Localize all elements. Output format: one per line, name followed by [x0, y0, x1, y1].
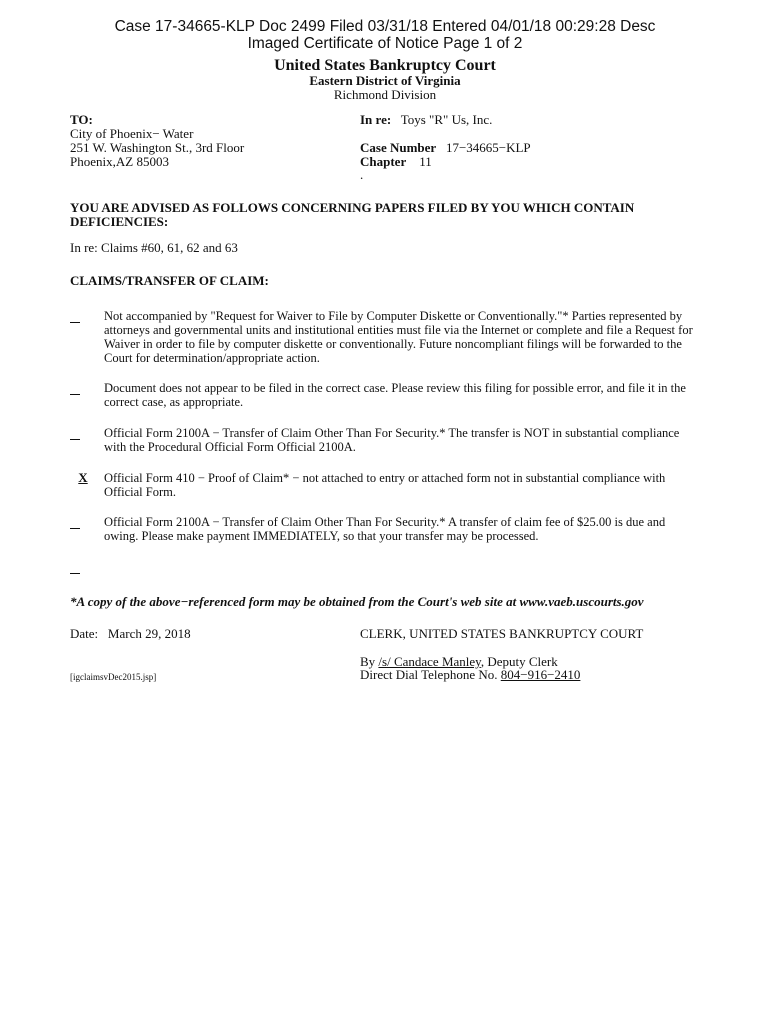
header-banner-line1: Case 17-34665-KLP Doc 2499 Filed 03/31/18 Entered 04/01/18 00:29:28 Desc — [114, 18, 656, 35]
court-district: Eastern District of Virginia — [309, 73, 461, 88]
case-number-value: 17−34665−KLP — [445, 140, 531, 155]
date-label: Date: — [70, 626, 99, 641]
to-line1: City of Phoenix− Water — [70, 126, 194, 141]
chapter-value: 11 — [419, 154, 432, 169]
form-id: [igclaimsvDec2015.jsp] — [70, 672, 157, 682]
by-prefix: By — [360, 654, 376, 669]
signer-name: /s/ Candace Manley — [378, 654, 481, 669]
section-title: CLAIMS/TRANSFER OF CLAIM: — [70, 273, 269, 288]
item-text-2: Official Form 2100A − Transfer of Claim Other Than For Security.* The transfer is NOT in substantial compliance with the Procedural Official Form Official 2100A. — [104, 426, 680, 454]
item-mark-2 — [70, 439, 80, 440]
item-text-3: Official Form 410 − Proof of Claim* − not attached to entry or attached form not in substantial compliance with Official Form. — [104, 471, 666, 499]
item-mark-1 — [70, 394, 80, 395]
court-name: United States Bankruptcy Court — [274, 57, 496, 74]
item-mark-4 — [70, 528, 80, 529]
chapter-label: Chapter — [360, 154, 407, 169]
item-text-4: Official Form 2100A − Transfer of Claim Other Than For Security.* A transfer of claim fee of $25.00 is due and owing. Please make payment IMMEDIATELY, so that your transfer may be processed. — [104, 515, 666, 543]
phone-line — [360, 668, 580, 682]
item-text-0: Not accompanied by "Request for Waiver to File by Computer Diskette or Conventionally."* Parties represented by attorneys and governmental units and institutional entities must file via the Internet or complete and file a Request for Waiver in order to file by computer diskette or conventionally. Future noncompliant filings will be forwarded to the Court for determination/appropriate action. — [104, 309, 693, 365]
phone-value: 804−916−2410 — [500, 667, 581, 682]
header-banner-line2: Imaged Certificate of Notice Page 1 of 2 — [247, 35, 523, 52]
inre-value: Toys "R" Us, Inc. — [400, 112, 493, 127]
clerk-title: CLERK, UNITED STATES BANKRUPTCY COURT — [360, 626, 644, 641]
advised-heading: YOU ARE ADVISED AS FOLLOWS CONCERNING PAPERS FILED BY YOU WHICH CONTAIN DEFICIENCIES: — [70, 200, 635, 229]
item-mark-0 — [70, 322, 80, 323]
item-mark-extra — [70, 573, 80, 574]
date-value: March 29, 2018 — [107, 626, 191, 641]
inre-label: In re: — [360, 112, 392, 127]
case-dot: . — [360, 167, 364, 182]
signer-role: , Deputy Clerk — [480, 654, 558, 669]
footnote: *A copy of the above−referenced form may be obtained from the Court's web site at www.vaeb.uscourts.gov — [70, 594, 644, 609]
phone-label: Direct Dial Telephone No. — [360, 667, 498, 682]
item-text-1: Document does not appear to be filed in the correct case. Please review this filing for possible error, and file it in the correct case, as appropriate. — [104, 381, 686, 409]
item-mark-3: X — [78, 470, 88, 485]
date-block — [70, 627, 191, 641]
chapter-block — [360, 155, 432, 169]
inre-block — [360, 113, 492, 127]
to-label: TO: — [70, 112, 93, 127]
to-line3: Phoenix,AZ 85003 — [70, 154, 169, 169]
case-number-label: Case Number — [360, 140, 437, 155]
inre-claims: In re: Claims #60, 61, 62 and 63 — [70, 240, 238, 255]
to-line2: 251 W. Washington St., 3rd Floor — [70, 140, 245, 155]
court-division: Richmond Division — [333, 87, 437, 102]
case-number-block — [360, 141, 531, 155]
